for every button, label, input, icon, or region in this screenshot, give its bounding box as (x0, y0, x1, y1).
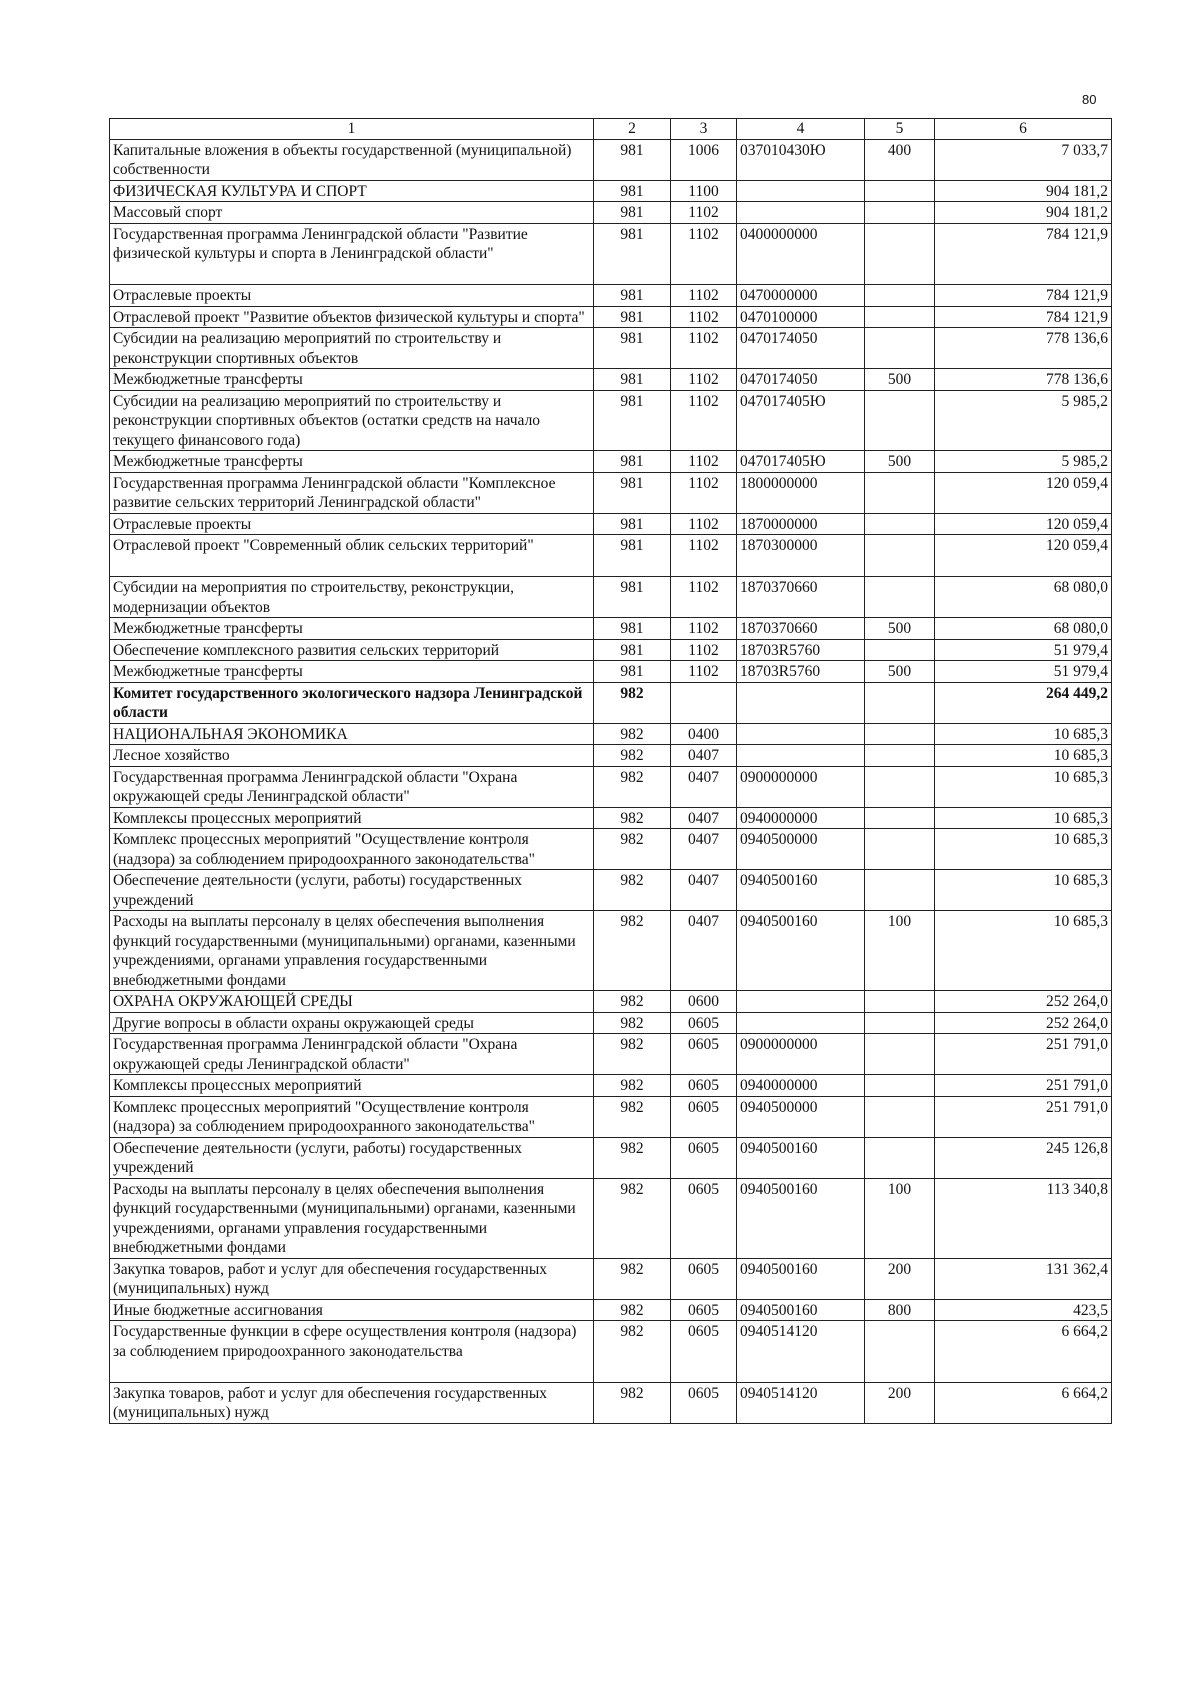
row-name-cell: Капитальные вложения в объекты государственной (муниципальной) собственности (110, 139, 594, 180)
expense-type-cell: 500 (865, 451, 935, 473)
target-article-cell (737, 202, 865, 224)
row-name-cell: Межбюджетные трансферты (110, 369, 594, 391)
expense-type-cell (865, 639, 935, 661)
row-name-cell: НАЦИОНАЛЬНАЯ ЭКОНОМИКА (110, 723, 594, 745)
section-code-cell: 1102 (671, 513, 737, 535)
expense-type-cell (865, 472, 935, 513)
target-article-cell (737, 745, 865, 767)
target-article-cell: 0940500160 (737, 911, 865, 991)
row-name-cell: Государственная программа Ленинградской области "Охрана окружающей среды Ленинградской области" (110, 1034, 594, 1075)
row-name-cell: Закупка товаров, работ и услуг для обеспечения государственных (муниципальных) нужд (110, 1382, 594, 1423)
amount-cell: 10 685,3 (935, 829, 1112, 870)
amount-cell: 51 979,4 (935, 661, 1112, 683)
target-article-cell: 1800000000 (737, 472, 865, 513)
table-row (110, 1034, 1112, 1075)
amount-cell: 131 362,4 (935, 1258, 1112, 1299)
ministry-code-cell: 981 (594, 535, 671, 577)
ministry-code-cell: 981 (594, 472, 671, 513)
table-row (110, 202, 1112, 224)
table-row (110, 682, 1112, 723)
amount-cell: 68 080,0 (935, 618, 1112, 640)
expense-type-cell (865, 285, 935, 307)
amount-cell: 120 059,4 (935, 472, 1112, 513)
ministry-code-cell: 981 (594, 223, 671, 285)
target-article-cell: 1870370660 (737, 577, 865, 618)
table-row (110, 1299, 1112, 1321)
expense-type-cell: 500 (865, 369, 935, 391)
amount-cell: 251 791,0 (935, 1034, 1112, 1075)
ministry-code-cell: 982 (594, 807, 671, 829)
section-code-cell: 0605 (671, 1075, 737, 1097)
row-name-cell: Государственная программа Ленинградской области "Комплексное развитие сельских территорий Ленинградской области" (110, 472, 594, 513)
table-row (110, 766, 1112, 807)
expense-type-cell (865, 180, 935, 202)
table-row (110, 661, 1112, 683)
target-article-cell: 0940000000 (737, 807, 865, 829)
section-code-cell: 1102 (671, 390, 737, 451)
section-code-cell: 0605 (671, 1258, 737, 1299)
ministry-code-cell: 982 (594, 991, 671, 1013)
ministry-code-cell: 982 (594, 1299, 671, 1321)
amount-cell: 251 791,0 (935, 1096, 1112, 1137)
expense-type-cell (865, 682, 935, 723)
row-name-cell: ОХРАНА ОКРУЖАЮЩЕЙ СРЕДЫ (110, 991, 594, 1013)
row-name-cell: Государственная программа Ленинградской области "Развитие физической культуры и спорта в Ленинградской области" (110, 223, 594, 285)
expense-type-cell: 800 (865, 1299, 935, 1321)
table-row (110, 829, 1112, 870)
table-row (110, 369, 1112, 391)
expense-type-cell (865, 535, 935, 577)
row-name-cell: Отраслевые проекты (110, 513, 594, 535)
row-name-cell: Массовый спорт (110, 202, 594, 224)
amount-cell: 423,5 (935, 1299, 1112, 1321)
section-code-cell: 1102 (671, 535, 737, 577)
table-row (110, 745, 1112, 767)
ministry-code-cell: 982 (594, 723, 671, 745)
row-name-cell: Закупка товаров, работ и услуг для обеспечения государственных (муниципальных) нужд (110, 1258, 594, 1299)
target-article-cell: 18703R5760 (737, 639, 865, 661)
expense-type-cell (865, 328, 935, 369)
ministry-code-cell: 982 (594, 1012, 671, 1034)
amount-cell: 10 685,3 (935, 766, 1112, 807)
section-code-cell: 1102 (671, 306, 737, 328)
section-code-cell: 1102 (671, 202, 737, 224)
ministry-code-cell: 982 (594, 1096, 671, 1137)
ministry-code-cell: 982 (594, 911, 671, 991)
ministry-code-cell: 981 (594, 639, 671, 661)
expense-type-cell (865, 745, 935, 767)
ministry-code-cell: 981 (594, 513, 671, 535)
target-article-cell: 0940500000 (737, 829, 865, 870)
table-row (110, 390, 1112, 451)
expense-type-cell: 500 (865, 618, 935, 640)
amount-cell: 5 985,2 (935, 451, 1112, 473)
table-row (110, 723, 1112, 745)
table-row (110, 223, 1112, 285)
section-code-cell: 0400 (671, 723, 737, 745)
table-row (110, 1258, 1112, 1299)
table-row (110, 807, 1112, 829)
target-article-cell: 18703R5760 (737, 661, 865, 683)
section-code-cell: 0605 (671, 1382, 737, 1423)
target-article-cell: 0940500160 (737, 1299, 865, 1321)
ministry-code-cell: 981 (594, 180, 671, 202)
section-code-cell: 1102 (671, 285, 737, 307)
ministry-code-cell: 982 (594, 682, 671, 723)
section-code-cell: 0407 (671, 766, 737, 807)
expense-type-cell (865, 1137, 935, 1178)
amount-cell: 120 059,4 (935, 513, 1112, 535)
amount-cell: 6 664,2 (935, 1321, 1112, 1383)
ministry-code-cell: 981 (594, 202, 671, 224)
ministry-code-cell: 982 (594, 1178, 671, 1258)
ministry-code-cell: 981 (594, 306, 671, 328)
amount-cell: 10 685,3 (935, 870, 1112, 911)
column-number-row (110, 119, 1112, 140)
section-code-cell: 1100 (671, 180, 737, 202)
row-name-cell: Комплексы процессных мероприятий (110, 1075, 594, 1097)
section-code-cell: 0407 (671, 745, 737, 767)
target-article-cell (737, 1012, 865, 1034)
section-code-cell: 0605 (671, 1012, 737, 1034)
target-article-cell: 0940500160 (737, 1178, 865, 1258)
ministry-code-cell: 982 (594, 870, 671, 911)
table-row (110, 991, 1112, 1013)
target-article-cell (737, 180, 865, 202)
expense-type-cell (865, 829, 935, 870)
row-name-cell: Обеспечение комплексного развития сельских территорий (110, 639, 594, 661)
amount-cell: 784 121,9 (935, 285, 1112, 307)
row-name-cell: Отраслевой проект "Развитие объектов физической культуры и спорта" (110, 306, 594, 328)
amount-cell: 5 985,2 (935, 390, 1112, 451)
table-row (110, 472, 1112, 513)
table-row (110, 1137, 1112, 1178)
target-article-cell: 0400000000 (737, 223, 865, 285)
row-name-cell: Комплекс процессных мероприятий "Осуществление контроля (надзора) за соблюдением природоохранного законодательства" (110, 1096, 594, 1137)
ministry-code-cell: 981 (594, 328, 671, 369)
table-row (110, 535, 1112, 577)
expense-type-cell (865, 223, 935, 285)
section-code-cell: 0600 (671, 991, 737, 1013)
amount-cell: 6 664,2 (935, 1382, 1112, 1423)
row-name-cell: Государственные функции в сфере осуществления контроля (надзора) за соблюдением природоохранного законодательства (110, 1321, 594, 1383)
target-article-cell: 0940000000 (737, 1075, 865, 1097)
column-number: 4 (737, 119, 865, 140)
budget-table (109, 118, 1112, 1424)
table-row (110, 180, 1112, 202)
row-name-cell: Расходы на выплаты персоналу в целях обеспечения выполнения функций государственными (муниципальными) органами, казенными учреждениями, органами управления государственными внебюджетными фондами (110, 911, 594, 991)
target-article-cell: 0940500160 (737, 1137, 865, 1178)
target-article-cell: 0470174050 (737, 369, 865, 391)
row-name-cell: Иные бюджетные ассигнования (110, 1299, 594, 1321)
amount-cell: 251 791,0 (935, 1075, 1112, 1097)
target-article-cell: 0940500160 (737, 870, 865, 911)
section-code-cell: 1102 (671, 661, 737, 683)
ministry-code-cell: 982 (594, 1137, 671, 1178)
target-article-cell (737, 723, 865, 745)
ministry-code-cell: 982 (594, 829, 671, 870)
ministry-code-cell: 982 (594, 1258, 671, 1299)
ministry-code-cell: 981 (594, 139, 671, 180)
ministry-code-cell: 982 (594, 1382, 671, 1423)
amount-cell: 10 685,3 (935, 911, 1112, 991)
ministry-code-cell: 981 (594, 369, 671, 391)
section-code-cell: 1102 (671, 451, 737, 473)
target-article-cell: 0470100000 (737, 306, 865, 328)
row-name-cell: Отраслевые проекты (110, 285, 594, 307)
table-row (110, 577, 1112, 618)
amount-cell: 51 979,4 (935, 639, 1112, 661)
amount-cell: 10 685,3 (935, 745, 1112, 767)
row-name-cell: Государственная программа Ленинградской области "Охрана окружающей среды Ленинградской области" (110, 766, 594, 807)
section-code-cell: 0605 (671, 1034, 737, 1075)
target-article-cell: 047017405Ю (737, 390, 865, 451)
target-article-cell: 0940500000 (737, 1096, 865, 1137)
amount-cell: 245 126,8 (935, 1137, 1112, 1178)
target-article-cell: 1870300000 (737, 535, 865, 577)
target-article-cell: 047017405Ю (737, 451, 865, 473)
section-code-cell: 1102 (671, 618, 737, 640)
column-number: 2 (594, 119, 671, 140)
ministry-code-cell: 982 (594, 1321, 671, 1383)
table-row (110, 1012, 1112, 1034)
target-article-cell: 0900000000 (737, 766, 865, 807)
amount-cell: 10 685,3 (935, 807, 1112, 829)
target-article-cell: 1870000000 (737, 513, 865, 535)
ministry-code-cell: 981 (594, 618, 671, 640)
section-code-cell: 0605 (671, 1137, 737, 1178)
table-row (110, 139, 1112, 180)
section-code-cell: 1102 (671, 639, 737, 661)
section-code-cell: 1102 (671, 369, 737, 391)
table-row (110, 870, 1112, 911)
ministry-code-cell: 982 (594, 745, 671, 767)
expense-type-cell: 200 (865, 1382, 935, 1423)
expense-type-cell (865, 513, 935, 535)
table-row (110, 1096, 1112, 1137)
target-article-cell (737, 682, 865, 723)
expense-type-cell: 200 (865, 1258, 935, 1299)
section-code-cell: 0605 (671, 1096, 737, 1137)
column-number: 3 (671, 119, 737, 140)
expense-type-cell: 400 (865, 139, 935, 180)
row-name-cell: ФИЗИЧЕСКАЯ КУЛЬТУРА И СПОРТ (110, 180, 594, 202)
section-code-cell: 1102 (671, 328, 737, 369)
amount-cell: 252 264,0 (935, 991, 1112, 1013)
amount-cell: 778 136,6 (935, 328, 1112, 369)
amount-cell: 68 080,0 (935, 577, 1112, 618)
expense-type-cell: 500 (865, 661, 935, 683)
amount-cell: 904 181,2 (935, 202, 1112, 224)
amount-cell: 113 340,8 (935, 1178, 1112, 1258)
section-code-cell: 0407 (671, 829, 737, 870)
expense-type-cell (865, 577, 935, 618)
section-code-cell: 0407 (671, 911, 737, 991)
target-article-cell: 0470000000 (737, 285, 865, 307)
amount-cell: 10 685,3 (935, 723, 1112, 745)
table-row (110, 1382, 1112, 1423)
table-row (110, 306, 1112, 328)
ministry-code-cell: 981 (594, 390, 671, 451)
table-row (110, 639, 1112, 661)
table-row (110, 328, 1112, 369)
expense-type-cell (865, 1034, 935, 1075)
target-article-cell (737, 991, 865, 1013)
ministry-code-cell: 981 (594, 661, 671, 683)
expense-type-cell (865, 306, 935, 328)
row-name-cell: Субсидии на реализацию мероприятий по строительству и реконструкции спортивных объектов (110, 328, 594, 369)
amount-cell: 120 059,4 (935, 535, 1112, 577)
section-code-cell: 0605 (671, 1321, 737, 1383)
row-name-cell: Межбюджетные трансферты (110, 451, 594, 473)
row-name-cell: Отраслевой проект "Современный облик сельских территорий" (110, 535, 594, 577)
row-name-cell: Лесное хозяйство (110, 745, 594, 767)
expense-type-cell: 100 (865, 1178, 935, 1258)
column-number: 6 (935, 119, 1112, 140)
amount-cell: 904 181,2 (935, 180, 1112, 202)
row-name-cell: Комплекс процессных мероприятий "Осуществление контроля (надзора) за соблюдением природоохранного законодательства" (110, 829, 594, 870)
amount-cell: 784 121,9 (935, 306, 1112, 328)
expense-type-cell (865, 766, 935, 807)
column-number: 1 (110, 119, 594, 140)
table-row (110, 285, 1112, 307)
row-name-cell: Комитет государственного экологического надзора Ленинградской области (110, 682, 594, 723)
amount-cell: 7 033,7 (935, 139, 1112, 180)
amount-cell: 252 264,0 (935, 1012, 1112, 1034)
target-article-cell: 037010430Ю (737, 139, 865, 180)
target-article-cell: 0470174050 (737, 328, 865, 369)
expense-type-cell (865, 202, 935, 224)
target-article-cell: 0940500160 (737, 1258, 865, 1299)
section-code-cell: 0605 (671, 1178, 737, 1258)
section-code-cell: 0605 (671, 1299, 737, 1321)
table-row (110, 1321, 1112, 1383)
row-name-cell: Расходы на выплаты персоналу в целях обеспечения выполнения функций государственными (муниципальными) органами, казенными учреждениями, органами управления государственными внебюджетными фондами (110, 1178, 594, 1258)
expense-type-cell (865, 1321, 935, 1383)
target-article-cell: 0940514120 (737, 1382, 865, 1423)
row-name-cell: Комплексы процессных мероприятий (110, 807, 594, 829)
row-name-cell: Субсидии на мероприятия по строительству, реконструкции, модернизации объектов (110, 577, 594, 618)
expense-type-cell (865, 807, 935, 829)
table-row (110, 1075, 1112, 1097)
table-row (110, 911, 1112, 991)
row-name-cell: Субсидии на реализацию мероприятий по строительству и реконструкции спортивных объектов (остатки средств на начало текущего финансового года) (110, 390, 594, 451)
amount-cell: 264 449,2 (935, 682, 1112, 723)
row-name-cell: Другие вопросы в области охраны окружающей среды (110, 1012, 594, 1034)
table-row (110, 1178, 1112, 1258)
amount-cell: 784 121,9 (935, 223, 1112, 285)
table-row (110, 618, 1112, 640)
section-code-cell: 1006 (671, 139, 737, 180)
section-code-cell: 0407 (671, 807, 737, 829)
table-row (110, 513, 1112, 535)
section-code-cell: 1102 (671, 223, 737, 285)
expense-type-cell (865, 1012, 935, 1034)
section-code-cell (671, 682, 737, 723)
section-code-cell: 1102 (671, 472, 737, 513)
expense-type-cell (865, 390, 935, 451)
section-code-cell: 1102 (671, 577, 737, 618)
section-code-cell: 0407 (671, 870, 737, 911)
row-name-cell: Обеспечение деятельности (услуги, работы) государственных учреждений (110, 870, 594, 911)
ministry-code-cell: 981 (594, 285, 671, 307)
expense-type-cell (865, 991, 935, 1013)
row-name-cell: Межбюджетные трансферты (110, 618, 594, 640)
table-row (110, 451, 1112, 473)
page-number: 80 (1082, 92, 1097, 107)
row-name-cell: Межбюджетные трансферты (110, 661, 594, 683)
expense-type-cell (865, 1096, 935, 1137)
target-article-cell: 1870370660 (737, 618, 865, 640)
target-article-cell: 0940514120 (737, 1321, 865, 1383)
expense-type-cell: 100 (865, 911, 935, 991)
row-name-cell: Обеспечение деятельности (услуги, работы) государственных учреждений (110, 1137, 594, 1178)
expense-type-cell (865, 870, 935, 911)
target-article-cell: 0900000000 (737, 1034, 865, 1075)
expense-type-cell (865, 723, 935, 745)
ministry-code-cell: 982 (594, 1034, 671, 1075)
amount-cell: 778 136,6 (935, 369, 1112, 391)
ministry-code-cell: 982 (594, 766, 671, 807)
ministry-code-cell: 981 (594, 577, 671, 618)
ministry-code-cell: 981 (594, 451, 671, 473)
column-number: 5 (865, 119, 935, 140)
ministry-code-cell: 982 (594, 1075, 671, 1097)
expense-type-cell (865, 1075, 935, 1097)
